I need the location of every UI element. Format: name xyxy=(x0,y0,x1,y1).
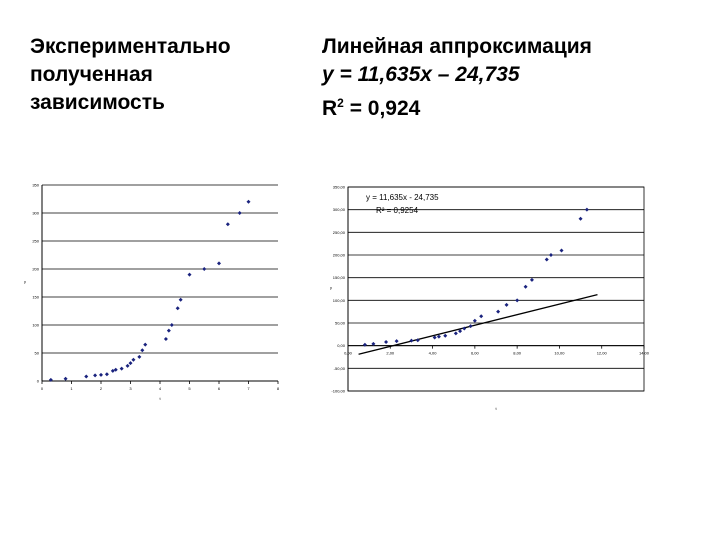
left-x-tick-label: 8 xyxy=(276,386,280,391)
right-scatter-chart xyxy=(330,185,650,412)
left-x-tick-label: 5 xyxy=(188,386,191,391)
left-x-axis-title: t xyxy=(159,396,161,401)
left-y-tick-label: 0 xyxy=(36,378,39,384)
right-data-point xyxy=(505,303,509,307)
right-x-tick-label: 12,00 xyxy=(596,350,607,356)
left-data-point xyxy=(126,364,130,368)
r-squared-exponent: 2 xyxy=(337,96,344,110)
left-heading-line-2: полученная xyxy=(30,63,153,86)
right-y-tick-label: 0,00 xyxy=(337,343,345,349)
right-x-axis-title: t xyxy=(495,406,497,411)
r-squared-value: = 0,924 xyxy=(343,97,421,120)
left-data-point xyxy=(176,306,180,310)
left-data-point xyxy=(137,355,141,359)
right-data-point xyxy=(560,248,564,252)
right-data-point xyxy=(395,339,399,343)
right-y-tick-label: 250,00 xyxy=(332,229,345,235)
left-y-tick-label: 100 xyxy=(32,322,39,328)
right-data-point xyxy=(473,319,477,323)
left-data-point xyxy=(120,367,124,371)
right-y-tick-label: 300,00 xyxy=(332,207,345,213)
left-y-tick-label: 200 xyxy=(32,266,39,272)
right-plot-frame xyxy=(348,187,644,391)
left-data-point xyxy=(167,329,171,333)
left-y-tick-label: 300 xyxy=(32,210,39,216)
left-y-tick-label: 250 xyxy=(32,238,39,244)
left-data-point xyxy=(143,343,147,347)
right-x-tick-label: 4,00 xyxy=(428,350,437,356)
left-x-tick-label: 0 xyxy=(40,386,44,391)
left-x-tick-label: 1 xyxy=(70,386,73,391)
left-data-point xyxy=(226,222,230,226)
left-data-point xyxy=(129,361,133,365)
right-data-point xyxy=(515,298,519,302)
left-data-point xyxy=(202,267,206,271)
left-y-tick-label: 350 xyxy=(32,182,39,188)
right-data-point xyxy=(443,334,447,338)
right-data-point xyxy=(384,340,388,344)
left-x-tick-label: 7 xyxy=(247,386,250,391)
right-data-point xyxy=(524,285,528,289)
right-x-tick-label: 6,00 xyxy=(470,350,479,356)
right-data-point xyxy=(549,253,553,257)
left-data-point xyxy=(247,200,251,204)
left-data-point xyxy=(188,273,192,277)
right-data-point xyxy=(585,208,589,212)
left-data-point xyxy=(179,298,183,302)
regression-equation: y = 11,635x – 24,735 xyxy=(322,63,520,86)
right-x-tick-label: 10,00 xyxy=(554,350,565,356)
left-x-tick-label: 4 xyxy=(158,386,162,391)
right-x-tick-label: 14,00 xyxy=(638,350,650,356)
right-y-tick-label: -100,00 xyxy=(331,388,345,394)
left-y-tick-label: 50 xyxy=(34,350,39,356)
left-y-axis-title: y xyxy=(24,279,26,284)
right-data-point xyxy=(469,324,473,328)
left-data-point xyxy=(99,373,103,377)
right-data-point xyxy=(454,331,458,335)
left-scatter-chart xyxy=(24,183,280,402)
left-data-point xyxy=(93,373,97,377)
left-data-point xyxy=(217,261,221,265)
right-x-tick-label: 0,00 xyxy=(344,350,352,356)
right-data-point xyxy=(579,217,583,221)
r-squared-base: R xyxy=(322,97,338,120)
right-data-point xyxy=(496,310,500,314)
left-x-tick-label: 2 xyxy=(99,386,103,391)
right-x-tick-label: 2,00 xyxy=(386,350,395,356)
right-data-point xyxy=(545,258,549,262)
right-trend-annotation: R² = 0,9254 xyxy=(376,206,419,215)
left-data-point xyxy=(238,211,242,215)
right-y-tick-label: 350,00 xyxy=(332,184,345,190)
right-data-point xyxy=(479,314,483,318)
left-y-tick-label: 150 xyxy=(32,294,39,300)
right-y-tick-label: 100,00 xyxy=(332,297,345,303)
right-y-tick-label: 150,00 xyxy=(332,275,345,281)
left-data-point xyxy=(140,348,144,352)
left-data-point xyxy=(105,372,109,376)
right-trend-annotation: y = 11,635x - 24,735 xyxy=(366,193,439,202)
right-x-tick-label: 8,00 xyxy=(513,350,522,356)
left-data-point xyxy=(170,323,174,327)
right-data-point xyxy=(409,339,413,343)
left-x-tick-label: 3 xyxy=(129,386,132,391)
right-y-tick-label: 200,00 xyxy=(332,252,345,258)
right-data-point xyxy=(530,278,534,282)
right-y-axis-title: y xyxy=(330,285,332,290)
left-data-point xyxy=(64,377,68,381)
right-y-tick-label: 50,00 xyxy=(334,320,345,326)
left-heading-line-1: Экспериментально xyxy=(30,35,231,58)
left-data-point xyxy=(164,337,168,341)
left-data-point xyxy=(84,375,88,379)
right-y-tick-label: -50,00 xyxy=(333,365,345,371)
left-x-tick-label: 6 xyxy=(217,386,221,391)
right-heading-line-1: Линейная аппроксимация xyxy=(322,35,592,58)
left-data-point xyxy=(131,358,135,362)
left-heading-line-3: зависимость xyxy=(30,91,165,114)
